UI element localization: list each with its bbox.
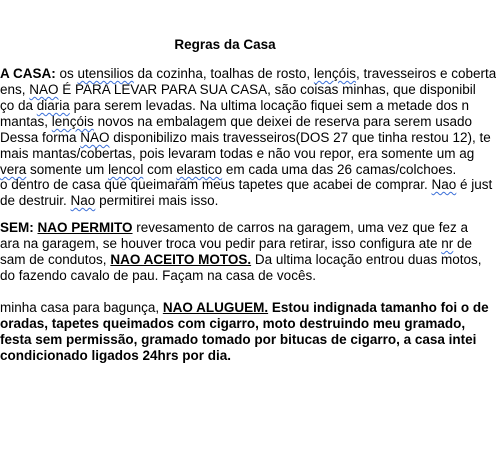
spellcheck-word: NAO [80, 130, 110, 145]
paragraph-4-line-4: condicionado ligados 24hrs por dia. [0, 348, 232, 363]
spellcheck-word: diaria [36, 98, 70, 113]
paragraph-3-line-1: SEM: NAO PERMITO revesamento de carros na garagem, uma vez que fez a [0, 220, 468, 235]
emphasis-nao-permito: NAO PERMITO [37, 220, 133, 235]
section-label-casa: A CASA: [0, 66, 56, 81]
paragraph-1-line-2: ens, NAO É PARA LEVAR PARA SUA CASA, são coisas minhas, que disponibil [0, 82, 476, 97]
paragraph-3-line-3: sam de condutos, NAO ACEITO MOTOS. Da ultima locação entrou duas motos, [0, 252, 482, 267]
spellcheck-word: elastico [176, 162, 223, 177]
paragraph-1-line-4: mantas, lençóis novos na embalagem que deixei de reserva para serem usado [0, 114, 473, 129]
spellcheck-word: Nao [431, 177, 457, 192]
spellcheck-word: lençóis [51, 114, 94, 129]
section-label-garagem: SEM: [0, 220, 38, 235]
paragraph-2-line-1: o dentro de casa que queimaram meus tapetes que acabei de comprar. Nao é just [0, 177, 493, 192]
paragraph-1-line-1: A CASA: os utensilios da cozinha, toalhas de rosto, lençóis, travesseiros e coberta [0, 66, 496, 81]
spellcheck-word: lençóis [313, 66, 356, 81]
spellcheck-word: Nao [70, 193, 96, 208]
paragraph-3-line-2: ara na garagem, se houver troca vou pedir para retirar, isso configura ate nr de [0, 236, 473, 251]
paragraph-4-line-1: minha casa para bagunça, NAO ALUGUEM. Estou indignada tamanho foi o de [0, 300, 489, 315]
paragraph-1-line-5: Dessa forma NAO disponibilizo mais travesseiros(DOS 27 que tinha restou 12), te [0, 130, 491, 145]
emphasis-nao-aceito-motos: NAO ACEITO MOTOS. [110, 252, 252, 267]
spellcheck-word: lencol [108, 162, 144, 177]
paragraph-2-line-2: de destruir. Nao permitirei mais isso. [0, 193, 219, 208]
paragraph-4-line-2: oradas, tapetes queimados com cigarro, moto destruindo meu gramado, [0, 316, 466, 331]
paragraph-1-line-3: ço da diaria para serem levadas. Na ultima locação fiquei sem a metade dos n [0, 98, 470, 113]
spellcheck-word: utensilios [77, 66, 134, 81]
page-title: Regras da Casa [174, 37, 276, 52]
paragraph-1-line-7: vera somente um lencol com elastico em cada uma das 26 camas/colchoes. [0, 162, 457, 177]
paragraph-4-line-3: festa sem permissão, gramado tomado por bitucas de cigarro, a casa intei [0, 332, 477, 347]
emphasis-nao-aluguem: NAO ALUGUEM. [162, 300, 269, 315]
spellcheck-word: nr [441, 236, 454, 251]
spellcheck-word: NAO [29, 82, 59, 97]
paragraph-3-line-4: do fazendo cavalo de pau. Façam na casa de vocês. [0, 268, 316, 283]
paragraph-1-line-6: mais mantas/cobertas, pois levaram todas e não vou repor, era somente um ag [0, 146, 475, 161]
spellcheck-word: vera [0, 162, 27, 177]
